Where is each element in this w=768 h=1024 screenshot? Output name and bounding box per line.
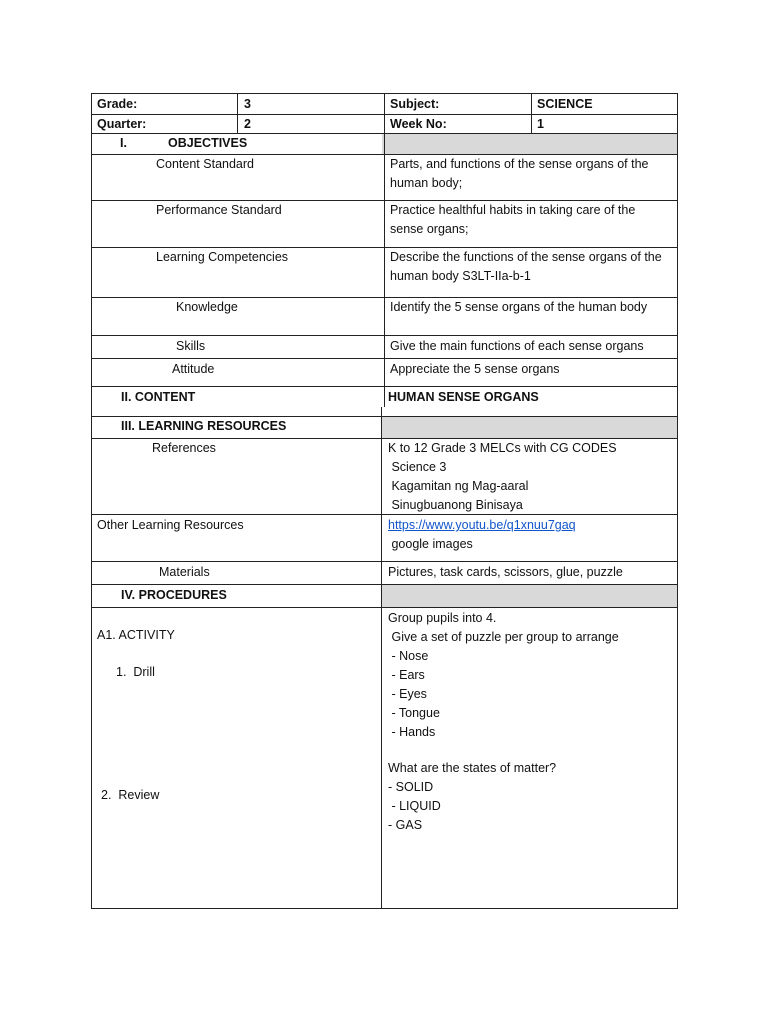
drill-label: 1. Drill (116, 665, 155, 679)
quarter-label: Quarter: (97, 117, 147, 131)
objectives-heading-number: I. (120, 136, 127, 150)
youtube-link[interactable]: https://www.youtu.be/q1xnuu7gaq (388, 518, 576, 532)
other-resources-extra: google images (388, 537, 473, 551)
grade-value: 3 (244, 97, 251, 111)
review-label: 2. Review (101, 788, 160, 802)
learning-competencies-value: Describe the functions of the sense organs of the human body S3LT-IIa-b-1 (390, 250, 662, 283)
objectives-shaded-cell (382, 134, 677, 154)
drill-line: - Eyes (388, 687, 427, 701)
drill-line: - Nose (388, 649, 429, 663)
quarter-value: 2 (244, 117, 251, 131)
week-value: 1 (537, 117, 544, 131)
subject-label: Subject: (390, 97, 440, 111)
content-value: HUMAN SENSE ORGANS (388, 390, 539, 404)
performance-standard-value: Practice healthful habits in taking care of the sense organs; (390, 203, 636, 236)
drill-content (388, 609, 675, 742)
content-standard-value: Parts, and functions of the sense organs of the human body; (390, 157, 649, 190)
resources-heading: III. LEARNING RESOURCES (121, 419, 287, 433)
references-line: Sinugbuanong Binisaya (388, 498, 523, 512)
review-line: - SOLID (388, 780, 434, 794)
drill-line: - Ears (388, 668, 425, 682)
attitude-value: Appreciate the 5 sense organs (390, 362, 560, 376)
skills-label: Skills (176, 339, 206, 353)
knowledge-value: Identify the 5 sense organs of the human body (390, 300, 648, 314)
grade-label: Grade: (97, 97, 138, 111)
references-line: Science 3 (388, 460, 447, 474)
objectives-heading: OBJECTIVES (168, 136, 248, 150)
week-label: Week No: (390, 117, 447, 131)
activity-label: A1. ACTIVITY (97, 628, 175, 642)
materials-label: Materials (159, 565, 210, 579)
references-list (388, 439, 675, 515)
skills-value: Give the main functions of each sense organs (390, 339, 644, 353)
content-heading: II. CONTENT (121, 390, 196, 404)
review-content (388, 759, 675, 835)
procedures-heading: IV. PROCEDURES (121, 588, 227, 602)
attitude-label: Attitude (172, 362, 215, 376)
drill-line: - Hands (388, 725, 436, 739)
references-label: References (152, 441, 216, 455)
performance-standard-label: Performance Standard (156, 203, 282, 217)
resources-shaded-cell (382, 417, 677, 438)
drill-line: Give a set of puzzle per group to arrange (388, 630, 619, 644)
other-resources-value (388, 516, 675, 554)
knowledge-label: Knowledge (176, 300, 238, 314)
materials-value: Pictures, task cards, scissors, glue, puzzle (388, 565, 623, 579)
review-line: What are the states of matter? (388, 761, 557, 775)
review-line: - GAS (388, 818, 423, 832)
learning-competencies-label: Learning Competencies (156, 250, 289, 264)
content-standard-label: Content Standard (156, 157, 254, 171)
other-resources-label: Other Learning Resources (97, 518, 244, 532)
references-line: Kagamitan ng Mag-aaral (388, 479, 529, 493)
review-line: - LIQUID (388, 799, 441, 813)
procedures-shaded-cell (382, 585, 677, 607)
drill-line: Group pupils into 4. (388, 611, 497, 625)
drill-line: - Tongue (388, 706, 440, 720)
subject-value: SCIENCE (537, 97, 593, 111)
references-line: K to 12 Grade 3 MELCs with CG CODES (388, 441, 617, 455)
